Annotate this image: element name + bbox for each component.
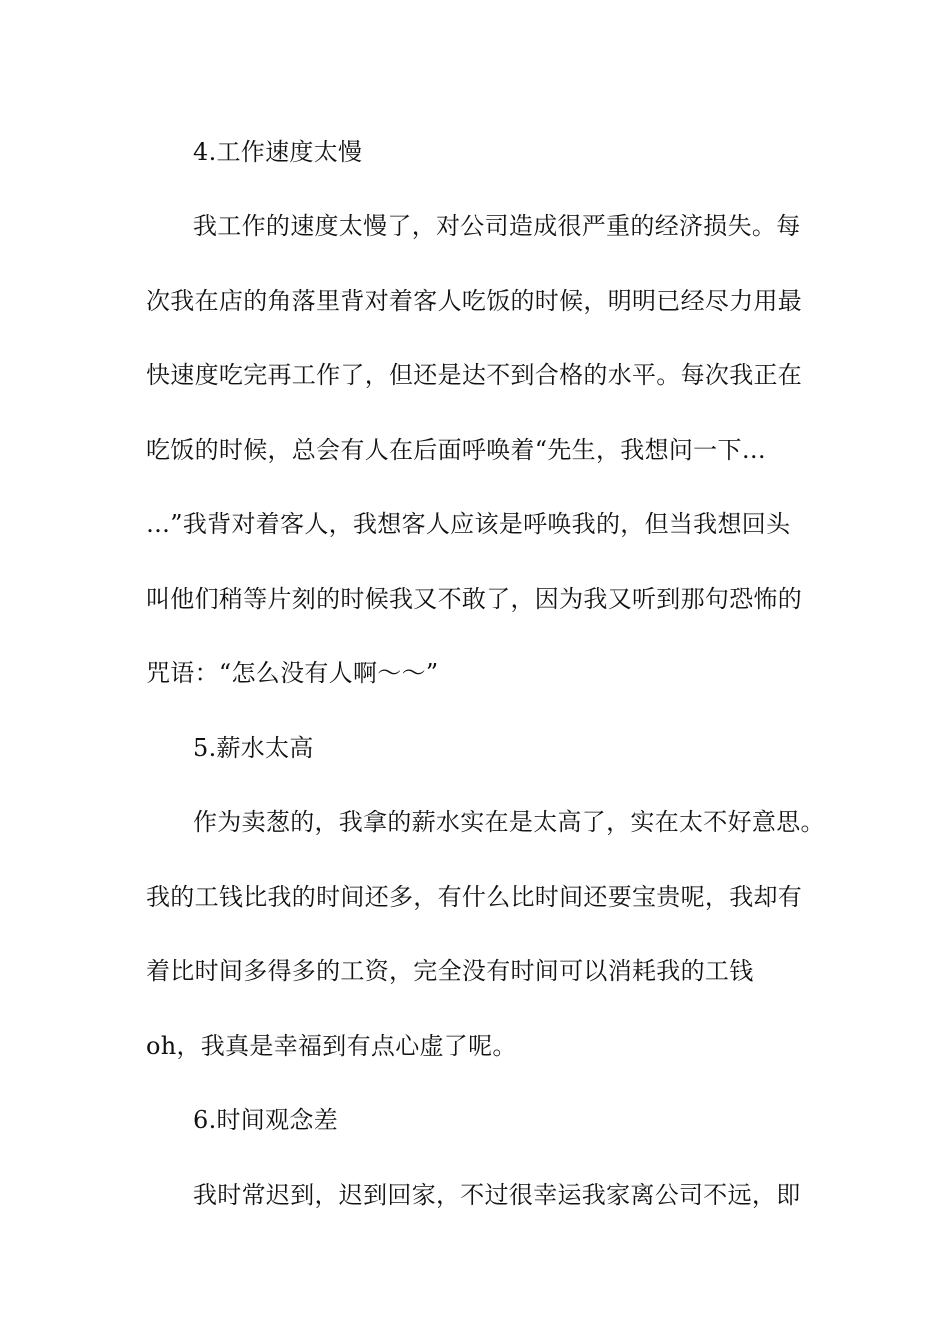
paragraph-line: 快速度吃完再工作了，但还是达不到合格的水平。每次我正在 [146, 361, 803, 389]
section-heading-5: 5.薪水太高 [193, 734, 314, 762]
paragraph-line: oh，我真是幸福到有点心虚了呢。 [146, 1032, 517, 1060]
paragraph-line: 我的工钱比我的时间还多，有什么比时间还要宝贵呢，我却有 [146, 883, 803, 911]
section-heading-4: 4.工作速度太慢 [193, 138, 363, 166]
section-heading-6: 6.时间观念差 [193, 1106, 338, 1134]
paragraph-line: 我时常迟到，迟到回家，不过很幸运我家离公司不远，即 [193, 1181, 801, 1209]
paragraph-line: 次我在店的角落里背对着客人吃饭的时候，明明已经尽力用最 [146, 287, 803, 315]
paragraph-line: 着比时间多得多的工资，完全没有时间可以消耗我的工钱 [146, 957, 754, 985]
paragraph-line: 我工作的速度太慢了，对公司造成很严重的经济损失。每 [193, 212, 801, 240]
paragraph-line: …”我背对着客人，我想客人应该是呼唤我的，但当我想回头 [146, 510, 791, 538]
paragraph-line: 吃饭的时候，总会有人在后面呼唤着“先生，我想问一下… [146, 436, 767, 464]
paragraph-line: 作为卖葱的，我拿的薪水实在是太高了，实在太不好意思。 [193, 808, 825, 836]
paragraph-line: 叫他们稍等片刻的时候我又不敢了，因为我又听到那句恐怖的 [146, 585, 803, 613]
paragraph-line: 咒语：“怎么没有人啊～～” [146, 659, 439, 687]
